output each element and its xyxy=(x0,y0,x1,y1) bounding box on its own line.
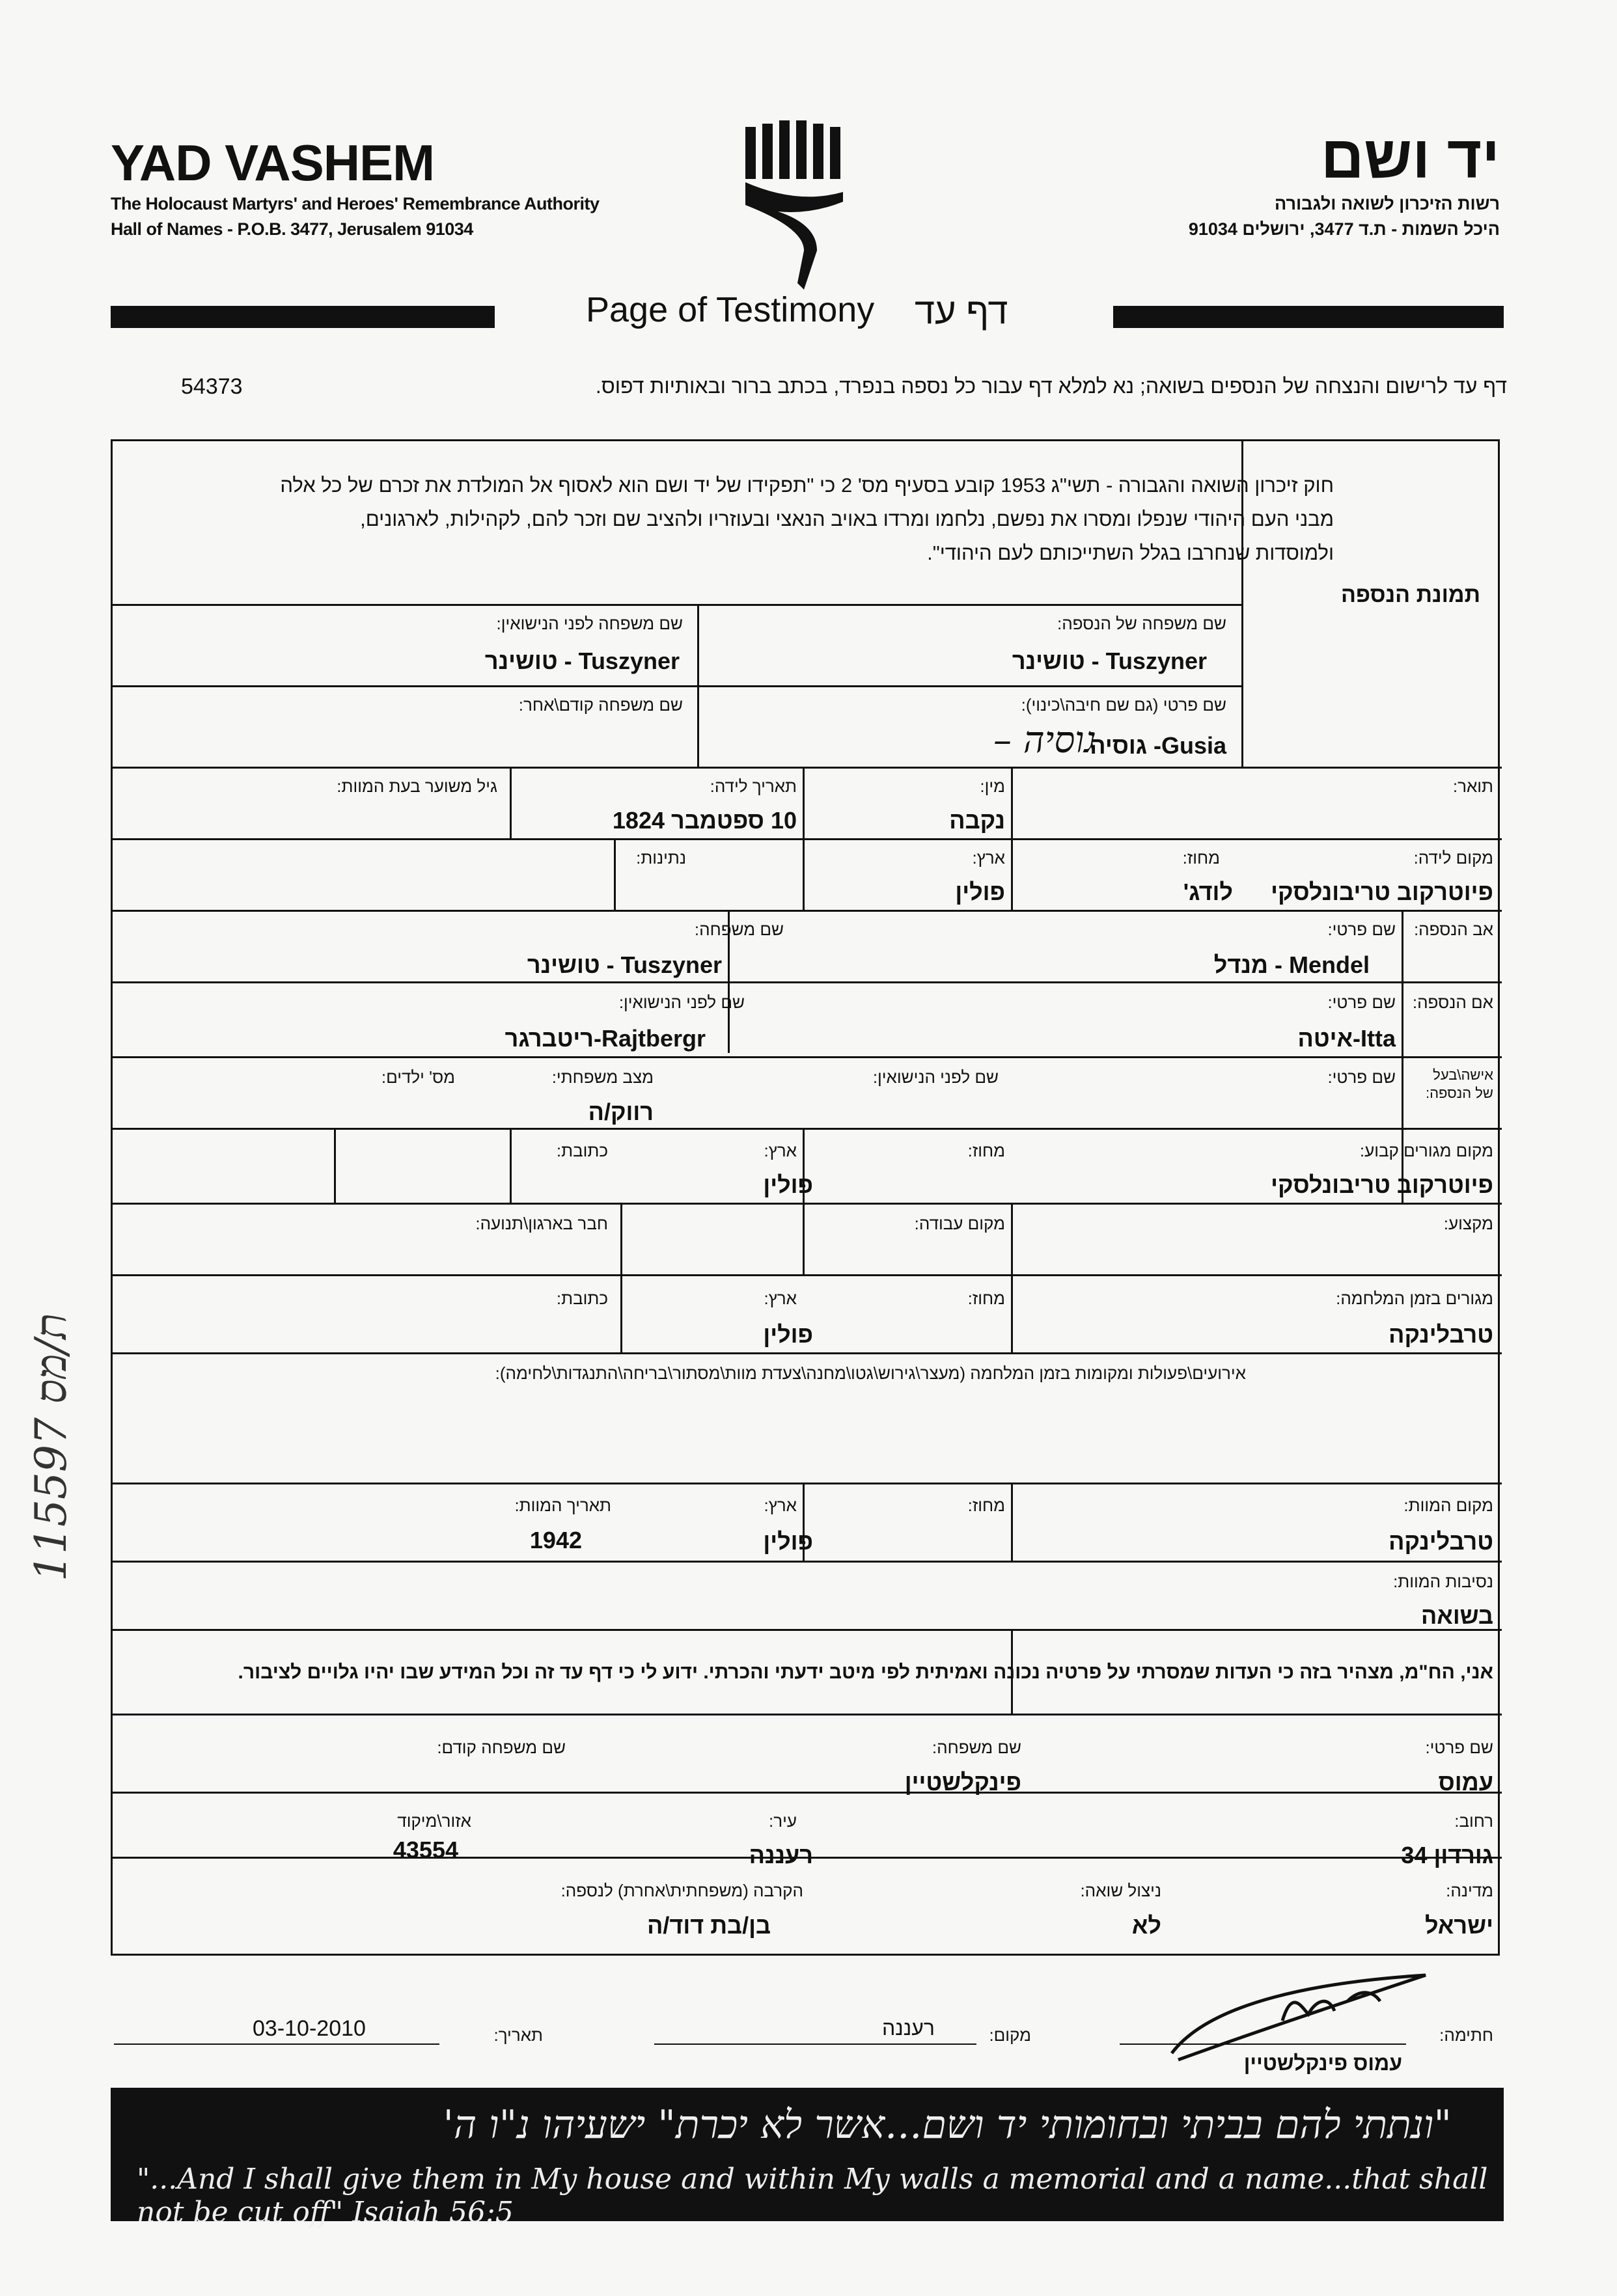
surname-value[interactable]: Tuszyner - טושינר xyxy=(1012,648,1207,674)
isaiah-quote-footer xyxy=(111,2088,1504,2229)
authority-name-en: The Holocaust Martyrs' and Heroes' Remembrance Authority xyxy=(111,194,600,213)
yad-vashem-title-en: YAD VASHEM xyxy=(111,134,435,191)
death-place-label: מקום המוות: xyxy=(1403,1496,1493,1515)
death-country-label: ארץ: xyxy=(764,1496,797,1515)
death-district-label: מחוז: xyxy=(967,1496,1005,1515)
first-name-value[interactable]: Gusia- גוסיה xyxy=(1090,732,1226,759)
date-label: תאריך: xyxy=(493,2025,543,2045)
date-line xyxy=(114,2043,439,2045)
father-first-name-label: שם פרטי: xyxy=(1327,920,1396,939)
spouse-first-name-label: שם פרטי: xyxy=(1327,1067,1396,1087)
death-country-value[interactable]: פולין xyxy=(763,1528,813,1555)
mother-first-name-value[interactable]: Itta-איטה xyxy=(1297,1025,1396,1052)
submitter-previous-surname-label: שם משפחה קודם: xyxy=(437,1738,566,1757)
law-text: חוק זיכרון השואה והגבורה - תשי"ג 1953 קובע בסעיף מס' 2 כי "תפקידו של יד ושם הוא לאסוף אל המולדת את זכרם של כל אלה מבני העם היהודי שנפלו ומסרו את נפשם, נלחמו ומרדו באויב הנאצי ובעוזריו ולהציב שם וזכר להם, לקהילות, לארגונים, ולמוסדות שנחרבו בגלל השתייכותם לעם היהודי". xyxy=(280,474,1334,564)
submitter-zip-value[interactable]: 43554 xyxy=(393,1837,458,1863)
mother-maiden-name-value[interactable]: Rajtbergr-ריטברגר xyxy=(504,1025,706,1052)
submitter-zip-label: אזור\מיקוד xyxy=(397,1811,471,1831)
death-circumstances-value[interactable]: בשואה xyxy=(1420,1602,1493,1629)
submitter-country-label: מדינה: xyxy=(1446,1881,1493,1900)
mother-label: אם הנספה: xyxy=(1412,992,1493,1012)
residence-value[interactable]: פיוטרקוב טריבונלסקי xyxy=(1271,1171,1493,1198)
spouse-label: אישה\בעל של הנספה: xyxy=(1425,1067,1493,1101)
residence-country-label: ארץ: xyxy=(764,1141,797,1160)
mother-first-name-label: שם פרטי: xyxy=(1327,992,1396,1012)
relation-label: הקרבה (משפחתית\אחרת) לנספה: xyxy=(560,1881,803,1900)
header-bar-right xyxy=(1113,306,1504,328)
age-at-death-label: גיל משוער בעת המוות: xyxy=(337,776,497,796)
submitter-first-name-value[interactable]: עמוס xyxy=(1438,1769,1493,1796)
death-circumstances-label: נסיבות המוות: xyxy=(1393,1572,1493,1591)
margin-archive-note: ת/מס 115597 xyxy=(26,1313,76,1581)
intro-instructions: דף עד לרישום והנצחה של הנספים בשואה; נא למלא דף עבור כל נספה בנפרד, בכתב ברור ובאותיות דפוס. xyxy=(595,374,1507,398)
yad-vashem-title-he: יד ושם xyxy=(1321,124,1500,191)
war-events-label: אירועים\פעולות ומקומות בזמן המלחמה (מעצר\גירוש\גטו\מחנה\צעדת מוות\מסתור\בריחה\התנגדות\לחימה): xyxy=(495,1363,1246,1383)
relation-value[interactable]: בן/בת דוד/ה xyxy=(647,1912,771,1939)
first-name-label: שם פרטי (גם שם חיבה\כינוי): xyxy=(1021,695,1226,715)
place-value[interactable]: רעננה xyxy=(882,2016,935,2040)
isaiah-quote-he: "ונתתי להם בביתי ובחומותי יד ושם...אשר לא יכרת" ישעיהו נ"ו ה' xyxy=(443,2102,1452,2148)
submitter-country-value[interactable]: ישראל xyxy=(1424,1912,1493,1939)
signature-label: חתימה: xyxy=(1439,2025,1493,2045)
birth-date-value[interactable]: 10 ספטמבר 1824 xyxy=(612,807,797,834)
war-residence-value[interactable]: טרבלינקה xyxy=(1389,1321,1493,1348)
mother-maiden-name-label: שם לפני הנישואין: xyxy=(618,992,745,1012)
page-of-testimony-title-he: דף עד xyxy=(915,290,1008,331)
residence-country-value[interactable]: פולין xyxy=(763,1171,813,1198)
birth-district-value[interactable]: לודג' xyxy=(1183,879,1233,905)
birthplace-label: מקום לידה: xyxy=(1413,848,1493,868)
submitter-street-label: רחוב: xyxy=(1454,1811,1493,1831)
victim-photo-label: תמונת הנספה xyxy=(1340,582,1480,607)
authority-name-he: רשות הזיכרון לשואה ולגבורה xyxy=(1275,194,1500,213)
war-residence-label: מגורים בזמן המלחמה: xyxy=(1336,1289,1493,1308)
submitter-first-name-label: שם פרטי: xyxy=(1425,1738,1493,1757)
children-count-label: מס' ילדים: xyxy=(381,1067,455,1087)
page-of-testimony-title: Page of Testimony xyxy=(586,290,875,329)
signer-name: עמוס פינקלשטיין xyxy=(1243,2051,1402,2075)
organization-label: חבר בארגון\תנועה: xyxy=(475,1214,608,1233)
birthplace-value[interactable]: פיוטרקוב טריבונלסקי xyxy=(1271,879,1493,905)
birth-date-label: תאריך לידה: xyxy=(710,776,797,796)
war-country-label: ארץ: xyxy=(764,1289,797,1308)
previous-surname-label: שם משפחה קודם\אחר: xyxy=(518,695,683,715)
birth-country-label: ארץ: xyxy=(972,848,1005,868)
submitter-city-label: עיר: xyxy=(769,1811,797,1831)
marital-status-label: מצב משפחתי: xyxy=(551,1067,654,1087)
father-surname-label: שם משפחה: xyxy=(694,920,784,939)
isaiah-quote-en: "...And I shall give them in My house and within My walls a memorial and a name...that shall not be cut off" Isaiah 56:5 xyxy=(137,2163,1488,2229)
place-line xyxy=(654,2043,976,2045)
maiden-name-value[interactable]: Tuszyner - טושינר xyxy=(484,648,680,674)
maiden-name-label: שם משפחה לפני הנישואין: xyxy=(496,614,683,633)
gender-label: מין: xyxy=(980,776,1005,796)
submitter-street-value[interactable]: גורדון 34 xyxy=(1401,1842,1493,1868)
holocaust-survivor-value[interactable]: לא xyxy=(1131,1912,1161,1939)
declaration-text: אני, הח"מ, מצהיר בזה כי העדות שמסרתי על פרטיה נכונה ואמיתית לפי מיטב ידעתי והכרתי. ידוע לי כי דף עד זה וכל המידע שבו יהיו גלויים לציבור. xyxy=(238,1661,1493,1683)
gender-value[interactable]: נקבה xyxy=(949,807,1005,834)
first-name-handwritten: גוסיה – xyxy=(993,719,1096,761)
submitter-surname-value[interactable]: פינקלשטיין xyxy=(904,1769,1021,1796)
workplace-label: מקום עבודה: xyxy=(914,1214,1005,1233)
spouse-maiden-name-label: שם לפני הנישואין: xyxy=(872,1067,999,1087)
death-place-value[interactable]: טרבלינקה xyxy=(1389,1528,1493,1555)
submitter-city-value[interactable]: רעננה xyxy=(749,1842,813,1868)
title-label: תואר: xyxy=(1452,776,1493,796)
surname-label: שם משפחה של הנספה: xyxy=(1057,614,1226,633)
death-date-value[interactable]: 1942 xyxy=(529,1527,582,1553)
death-date-label: תאריך המוות: xyxy=(514,1496,611,1515)
birth-district-label: מחוז: xyxy=(1182,848,1220,868)
hall-of-names-address-he: היכל השמות - ת.ד 3477, ירושלים 91034 xyxy=(1188,219,1500,239)
war-district-label: מחוז: xyxy=(967,1289,1005,1308)
holocaust-survivor-label: ניצול שואה: xyxy=(1080,1881,1161,1900)
citizenship-label: נתינות: xyxy=(636,848,686,868)
profession-label: מקצוע: xyxy=(1443,1214,1493,1233)
father-first-name-value[interactable]: Mendel - מנדל xyxy=(1213,951,1370,978)
header-bar-left xyxy=(111,306,495,328)
residence-address-label: כתובת: xyxy=(556,1141,608,1160)
form-number: 54373 xyxy=(181,374,243,399)
submitter-surname-label: שם משפחה: xyxy=(932,1738,1021,1757)
residence-label: מקום מגורים קבוע: xyxy=(1359,1141,1493,1160)
yad-vashem-logo-icon xyxy=(739,120,856,290)
father-surname-value[interactable]: Tuszyner - טושינר xyxy=(527,951,722,978)
war-address-label: כתובת: xyxy=(556,1289,608,1308)
war-country-value[interactable]: פולין xyxy=(763,1321,813,1348)
hall-of-names-address-en: Hall of Names - P.O.B. 3477, Jerusalem 91034 xyxy=(111,219,473,239)
residence-district-label: מחוז: xyxy=(967,1141,1005,1160)
birth-country-value[interactable]: פולין xyxy=(955,879,1005,905)
place-label: מקום: xyxy=(989,2025,1031,2045)
date-value[interactable]: 03-10-2010 xyxy=(253,2016,366,2041)
marital-status-value[interactable]: רווק/ה xyxy=(588,1099,654,1125)
father-label: אב הנספה: xyxy=(1413,920,1493,939)
